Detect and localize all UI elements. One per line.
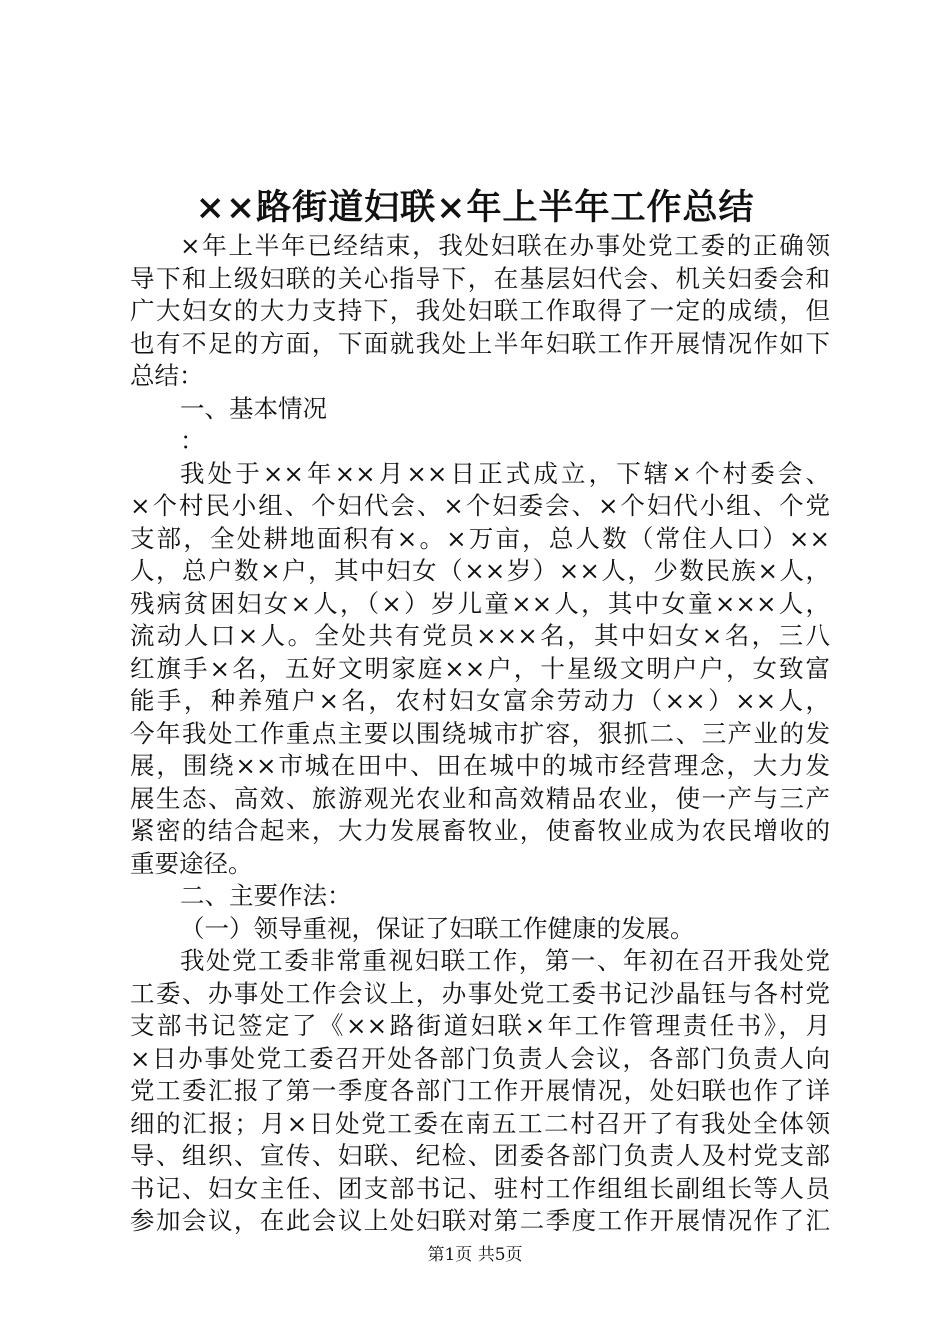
page-number-footer: 第1页 共5页: [427, 1245, 523, 1265]
paragraph-line: 人，总户数×户，其中妇女（××岁）××人，少数民族×人，: [130, 556, 830, 585]
paragraph-line: 我处于××年××月××日正式成立，下辖×个村委会、: [180, 458, 830, 488]
subsection-heading: （一）领导重视，保证了妇联工作健康的发展。: [180, 913, 695, 943]
paragraph-line: 今年我处工作重点主要以围绕城市扩容，狠抓二、三产业的发: [130, 718, 830, 748]
paragraph-line: 总结：: [130, 361, 204, 390]
paragraph-line: 重要途径。: [130, 848, 253, 878]
paragraph-line: 残病贫困妇女×人，（×）岁儿童××人，其中女童×××人，: [130, 588, 830, 618]
paragraph-line: 支部书记签定了《××路街道妇联×年工作管理责任书》，月: [130, 1011, 830, 1040]
paragraph-line: 展，围绕××市城在田中、田在城中的城市经营理念，大力发: [130, 751, 830, 780]
document-title: ××路街道妇联×年上半年工作总结: [195, 187, 755, 228]
paragraph-line: 工委、办事处工作会议上，办事处党工委书记沙晶钰与各村党: [130, 978, 830, 1008]
section-heading: 二、主要作法：: [180, 881, 352, 910]
document-body: [130, 230, 830, 1238]
paragraph-line: 广大妇女的大力支持下，我处妇联工作取得了一定的成绩，但: [130, 296, 830, 325]
paragraph-line: 导、组织、宣传、妇联、纪检、团委各部门负责人及村党支部: [130, 1141, 830, 1170]
paragraph-line: 支部，全处耕地面积有×。×万亩，总人数（常住人口）××: [130, 523, 830, 553]
paragraph-line: ×个村民小组、个妇代会、×个妇委会、×个妇代小组、个党: [130, 491, 830, 520]
paragraph-line: 红旗手×名，五好文明家庭××户，十星级文明户户，女致富: [130, 653, 830, 683]
paragraph-line: 也有不足的方面，下面就我处上半年妇联工作开展情况作如下: [130, 328, 830, 358]
paragraph-line: 书记、妇女主任、团支部书记、驻村工作组组长副组长等人员: [130, 1173, 830, 1203]
paragraph-line: 流动人口×人。全处共有党员×××名，其中妇女×名，三八: [130, 621, 830, 650]
paragraph-line: 我处党工委非常重视妇联工作，第一、年初在召开我处党: [180, 946, 830, 975]
paragraph-line: ：: [180, 426, 205, 455]
paragraph-line: ×年上半年已经结束，我处妇联在办事处党工委的正确领: [180, 231, 830, 260]
section-heading: 一、基本情况: [180, 393, 327, 423]
paragraph-line: 能手，种养殖户×名，农村妇女富余劳动力（××）××人，: [130, 686, 830, 715]
paragraph-line: 展生态、高效、旅游观光农业和高效精品农业，使一产与三产: [130, 783, 830, 813]
paragraph-line: 导下和上级妇联的关心指导下，在基层妇代会、机关妇委会和: [130, 263, 830, 293]
paragraph-line: 紧密的结合起来，大力发展畜牧业，使畜牧业成为农民增收的: [130, 816, 830, 845]
paragraph-line: ×日办事处党工委召开处各部门负责人会议，各部门负责人向: [130, 1043, 830, 1073]
paragraph-line: 细的汇报；月×日处党工委在南五工二村召开了有我处全体领: [130, 1108, 830, 1138]
paragraph-line: 参加会议，在此会议上处妇联对第二季度工作开展情况作了汇: [130, 1206, 830, 1235]
paragraph-line: 党工委汇报了第一季度各部门工作开展情况，处妇联也作了详: [130, 1076, 830, 1105]
